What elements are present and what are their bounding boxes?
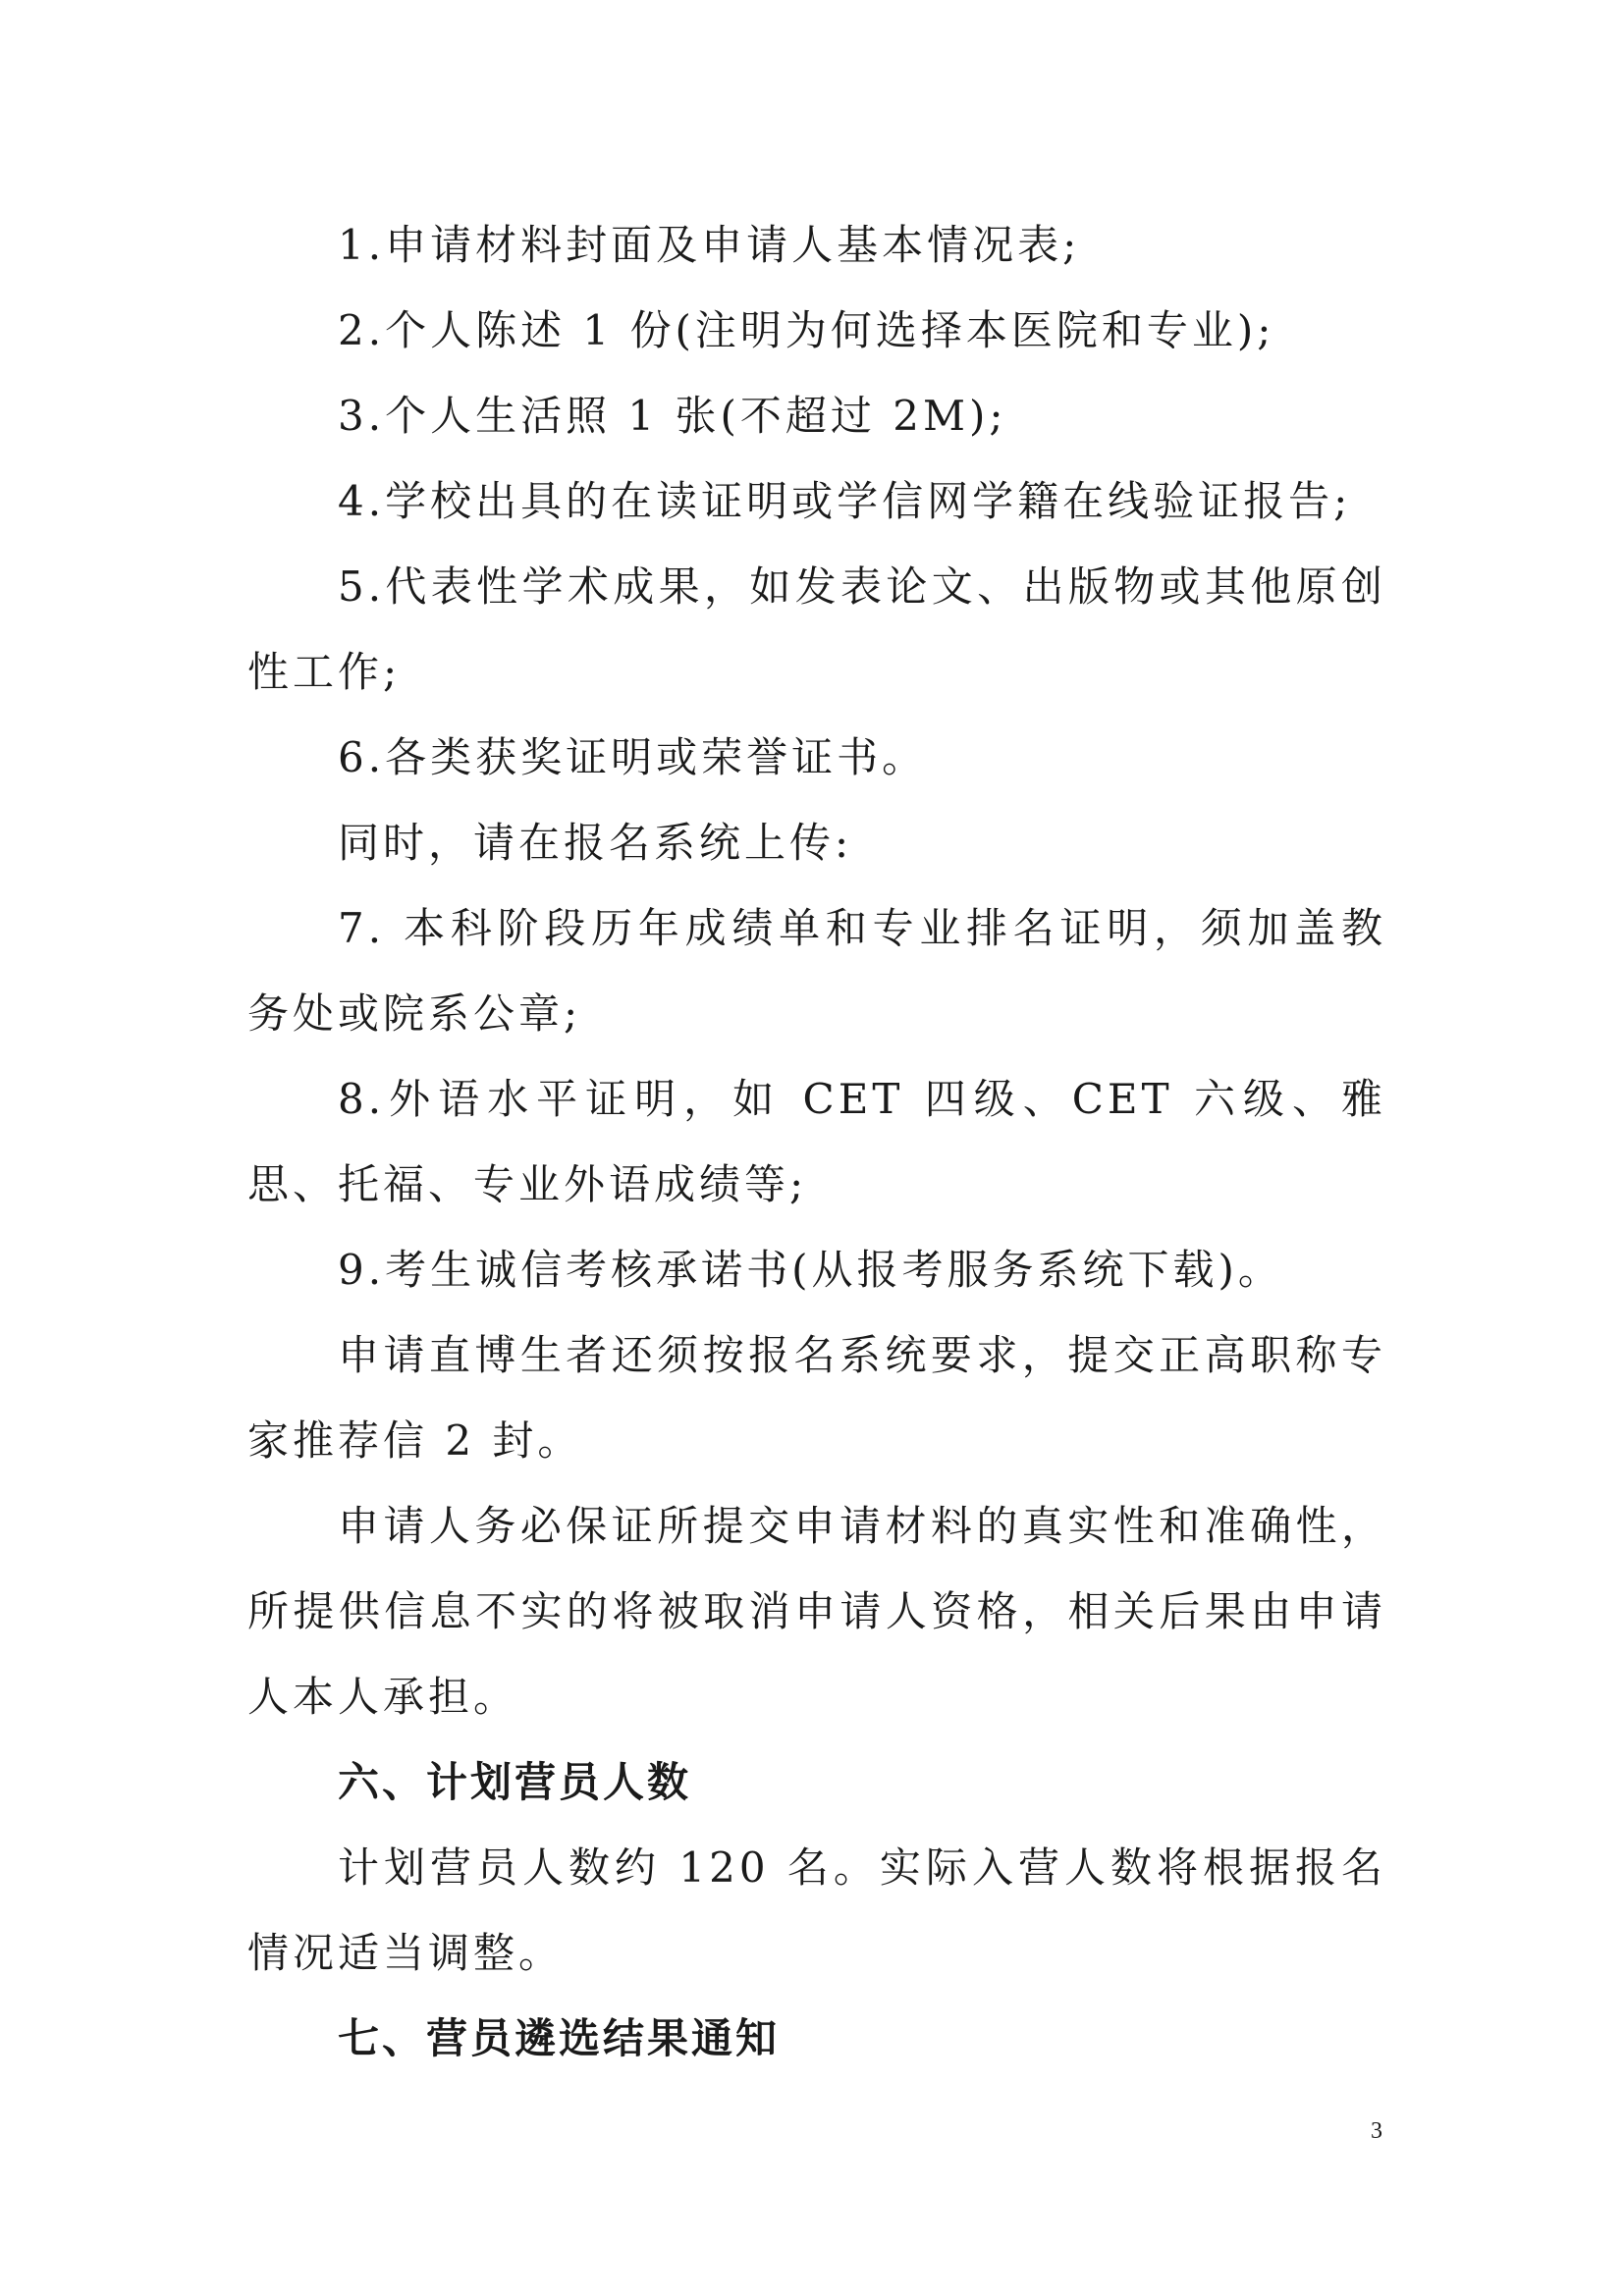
list-item-cover-form: 1.申请材料封面及申请人基本情况表;	[338, 221, 1081, 269]
list-item-academic-achievements: 5.代表性学术成果，如发表论文、出版物或其他原创性工作;	[247, 562, 1386, 696]
section-heading-selection-notice: 七、营员遴选结果通知	[338, 2014, 781, 2062]
upload-instruction: 同时，请在报名系统上传:	[338, 819, 853, 867]
list-item-integrity-pledge: 9.考生诚信考核承诺书(从报考服务系统下载)。	[338, 1246, 1283, 1294]
planned-number-body: 计划营员人数约 120 名。实际入营人数将根据报名情况适当调整。	[247, 1843, 1386, 1977]
page-number: 3	[1371, 2118, 1382, 2144]
list-item-language-proof: 8.外语水平证明，如 CET 四级、CET 六级、雅思、托福、专业外语成绩等;	[247, 1075, 1386, 1208]
list-item-awards: 6.各类获奖证明或荣誉证书。	[338, 733, 928, 781]
direct-phd-requirement: 申请直博生者还须按报名系统要求，提交正高职称专家推荐信 2 封。	[247, 1331, 1386, 1465]
list-item-photo: 3.个人生活照 1 张(不超过 2M);	[338, 392, 1007, 440]
list-item-enrollment-proof: 4.学校出具的在读证明或学信网学籍在线验证报告;	[338, 477, 1352, 525]
list-item-personal-statement: 2.个人陈述 1 份(注明为何选择本医院和专业);	[338, 306, 1275, 354]
list-item-transcripts: 7. 本科阶段历年成绩单和专业排名证明，须加盖教务处或院系公章;	[247, 904, 1386, 1038]
authenticity-statement: 申请人务必保证所提交申请材料的真实性和准确性，所提供信息不实的将被取消申请人资格，相关后果由申请人本人承担。	[247, 1502, 1386, 1721]
section-heading-planned-number: 六、计划营员人数	[338, 1758, 692, 1806]
